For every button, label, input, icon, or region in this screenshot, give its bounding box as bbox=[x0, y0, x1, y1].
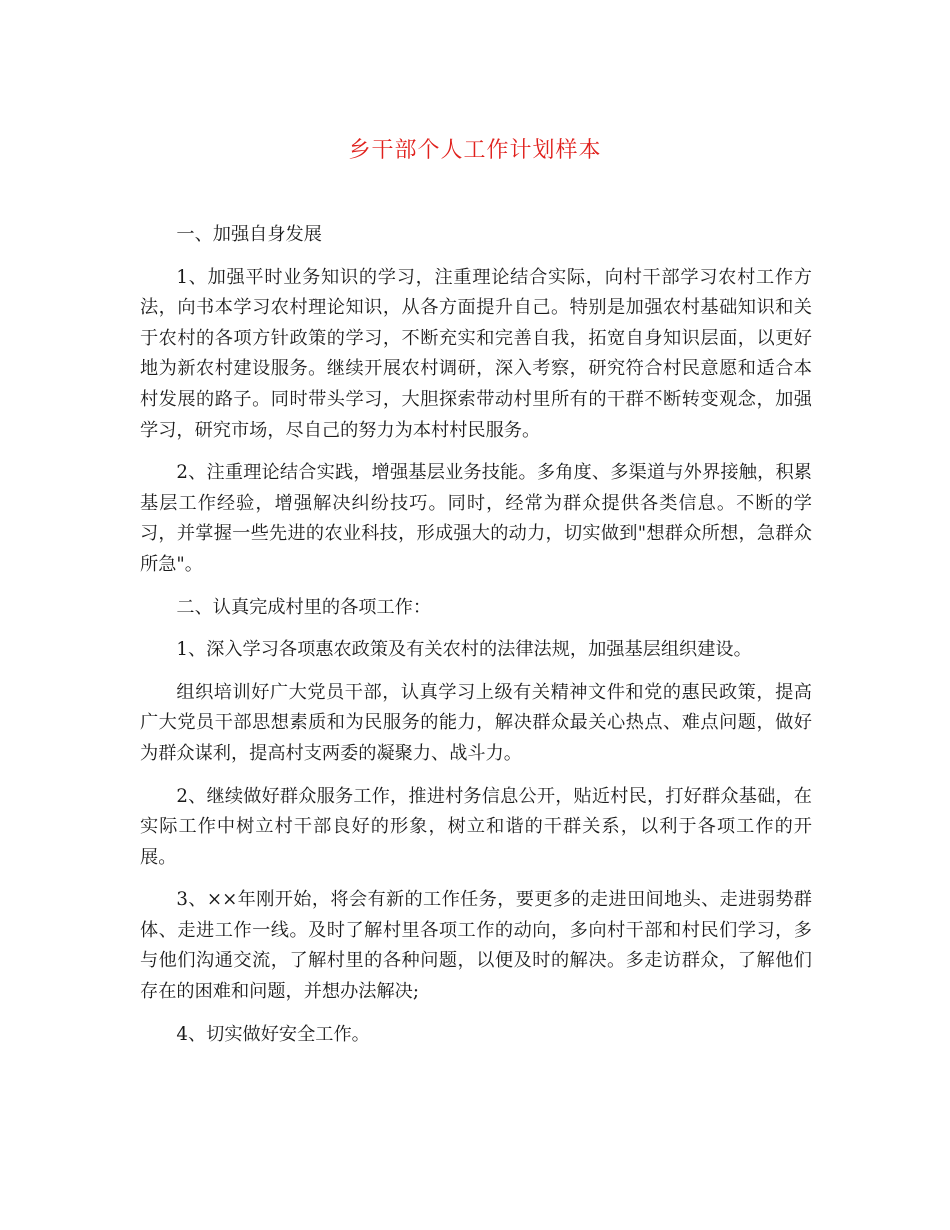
paragraph: 组织培训好广大党员干部，认真学习上级有关精神文件和党的惠民政策，提高广大党员干部思想素质和为民服务的能力，解决群众最关心热点、难点问题，做好为群众谋利，提高村支两委的凝聚力、战斗力。 bbox=[140, 681, 812, 764]
paragraph: 3、××年刚开始，将会有新的工作任务，要更多的走进田间地头、走进弱势群体、走进工作一线。及时了解村里各项工作的动向，多向村干部和村民们学习，多与他们沟通交流，了解村里的各种问题，以便及时的解决。多走访群众，了解他们存在的困难和问题，并想办法解决; bbox=[140, 889, 812, 1003]
heading-section-1: 一、加强自身发展 bbox=[176, 224, 322, 245]
paragraph: 2、继续做好群众服务工作，推进村务信息公开，贴近村民，打好群众基础，在实际工作中树立村干部良好的形象，树立和谐的干群关系，以利于各项工作的开展。 bbox=[140, 785, 812, 868]
heading-section-2: 二、认真完成村里的各项工作： bbox=[176, 596, 432, 618]
paragraph: 1、加强平时业务知识的学习，注重理论结合实际，向村干部学习农村工作方法，向书本学习农村理论知识，从各方面提升自己。特别是加强农村基础知识和关于农村的各项方针政策的学习，不断充实和完善自我，拓宽自身知识层面，以更好地为新农村建设服务。继续开展农村调研，深入考察，研究符合村民意愿和适合本村发展的路子。同时带头学习，大胆探索带动村里所有的干群不断转变观念，加强学习，研究市场，尽自己的努力为本村村民服务。 bbox=[140, 266, 812, 441]
paragraph: 1、深入学习各项惠农政策及有关农村的法律法规，加强基层组织建设。 bbox=[176, 639, 752, 661]
paragraph: 4、切实做好安全工作。 bbox=[176, 1023, 370, 1045]
document-title: 乡干部个人工作计划样本 bbox=[348, 138, 602, 163]
paragraph: 2、注重理论结合实践，增强基层业务技能。多角度、多渠道与外界接触，积累基层工作经验，增强解决纠纷技巧。同时，经常为群众提供各类信息。不断的学习，并掌握一些先进的农业科技，形成强大的动力，切实做到"想群众所想，急群众所急"。 bbox=[140, 462, 812, 575]
document-body bbox=[140, 220, 812, 1062]
